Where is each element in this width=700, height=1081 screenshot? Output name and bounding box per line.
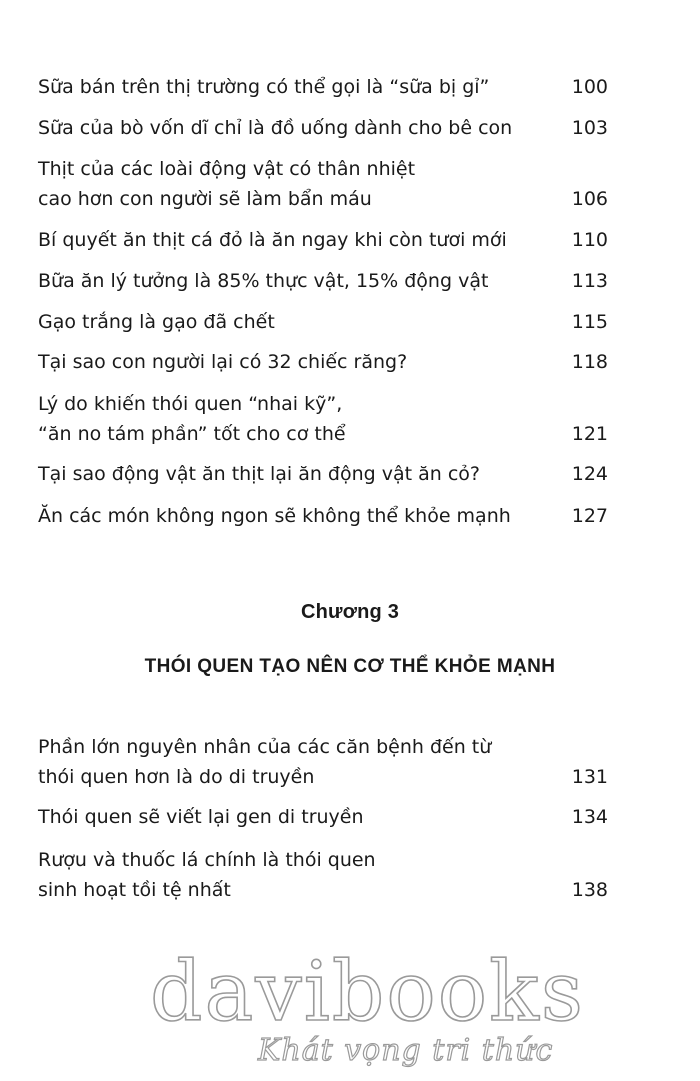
- chapter-label: Chương 3: [300, 601, 400, 623]
- toc-entry: [38, 347, 608, 377]
- toc-entry-page: 113: [571, 270, 608, 292]
- toc-entry-title: Ăn các món không ngon sẽ không thể khỏe mạnh: [38, 505, 511, 527]
- toc-entry: [38, 501, 608, 531]
- toc-entry-title: Rượu và thuốc lá chính là thói quen sinh hoạt tồi tệ nhất: [38, 849, 376, 901]
- toc-entry: [38, 266, 608, 296]
- toc-entry: [38, 307, 608, 337]
- toc-entry: [38, 389, 608, 449]
- chapter-title: THÓI QUEN TẠO NÊN CƠ THỂ KHỎE MẠNH: [144, 656, 556, 677]
- toc-entry-page: 127: [571, 505, 608, 527]
- toc-entry-page: 121: [571, 423, 608, 445]
- toc-entry: [38, 113, 608, 143]
- toc-entry: [38, 732, 608, 792]
- toc-entry-title: Lý do khiến thói quen “nhai kỹ”, “ăn no tám phần” tốt cho cơ thể: [38, 393, 346, 445]
- toc-entry-title: Phần lớn nguyên nhân của các căn bệnh đến từ thói quen hơn là do di truyền: [38, 736, 492, 788]
- toc-entry: [38, 802, 608, 832]
- toc-entry: [38, 845, 608, 905]
- toc-entry-page: 110: [571, 229, 608, 251]
- toc-entry-page: 106: [571, 188, 608, 210]
- toc-entry: [38, 225, 608, 255]
- toc-entry: [38, 72, 608, 102]
- toc-entry-page: 138: [571, 879, 608, 901]
- toc-entry-title: Sữa của bò vốn dĩ chỉ là đồ uống dành cho bê con: [38, 117, 513, 139]
- toc-entry-title: Tại sao con người lại có 32 chiếc răng?: [38, 351, 408, 373]
- toc-entry: [38, 154, 608, 214]
- toc-entry-title: Sữa bán trên thị trường có thể gọi là “sữa bị gỉ”: [38, 76, 490, 98]
- toc-entry-title: Tại sao động vật ăn thịt lại ăn động vật ăn cỏ?: [38, 463, 481, 485]
- toc-entry-page: 124: [571, 463, 608, 485]
- toc-entry-page: 131: [571, 766, 608, 788]
- toc-entry-title: Thịt của các loài động vật có thân nhiệt cao hơn con người sẽ làm bẩn máu: [38, 158, 416, 210]
- toc-entry-page: 134: [571, 806, 608, 828]
- toc-entry-page: 115: [571, 311, 608, 333]
- watermark-brand: davibooks: [150, 945, 585, 1040]
- toc-entry-page: 100: [571, 76, 608, 98]
- toc-entry-title: Bí quyết ăn thịt cá đỏ là ăn ngay khi còn tươi mới: [38, 229, 507, 251]
- toc-entry-page: 103: [571, 117, 608, 139]
- toc-entry: [38, 459, 608, 489]
- toc-entry-title: Thói quen sẽ viết lại gen di truyền: [38, 806, 364, 828]
- toc-entry-page: 118: [571, 351, 608, 373]
- watermark-tagline: Khát vọng tri thức: [258, 1033, 554, 1068]
- toc-entry-title: Gạo trắng là gạo đã chết: [38, 311, 275, 333]
- toc-entry-title: Bữa ăn lý tưởng là 85% thực vật, 15% động vật: [38, 270, 489, 292]
